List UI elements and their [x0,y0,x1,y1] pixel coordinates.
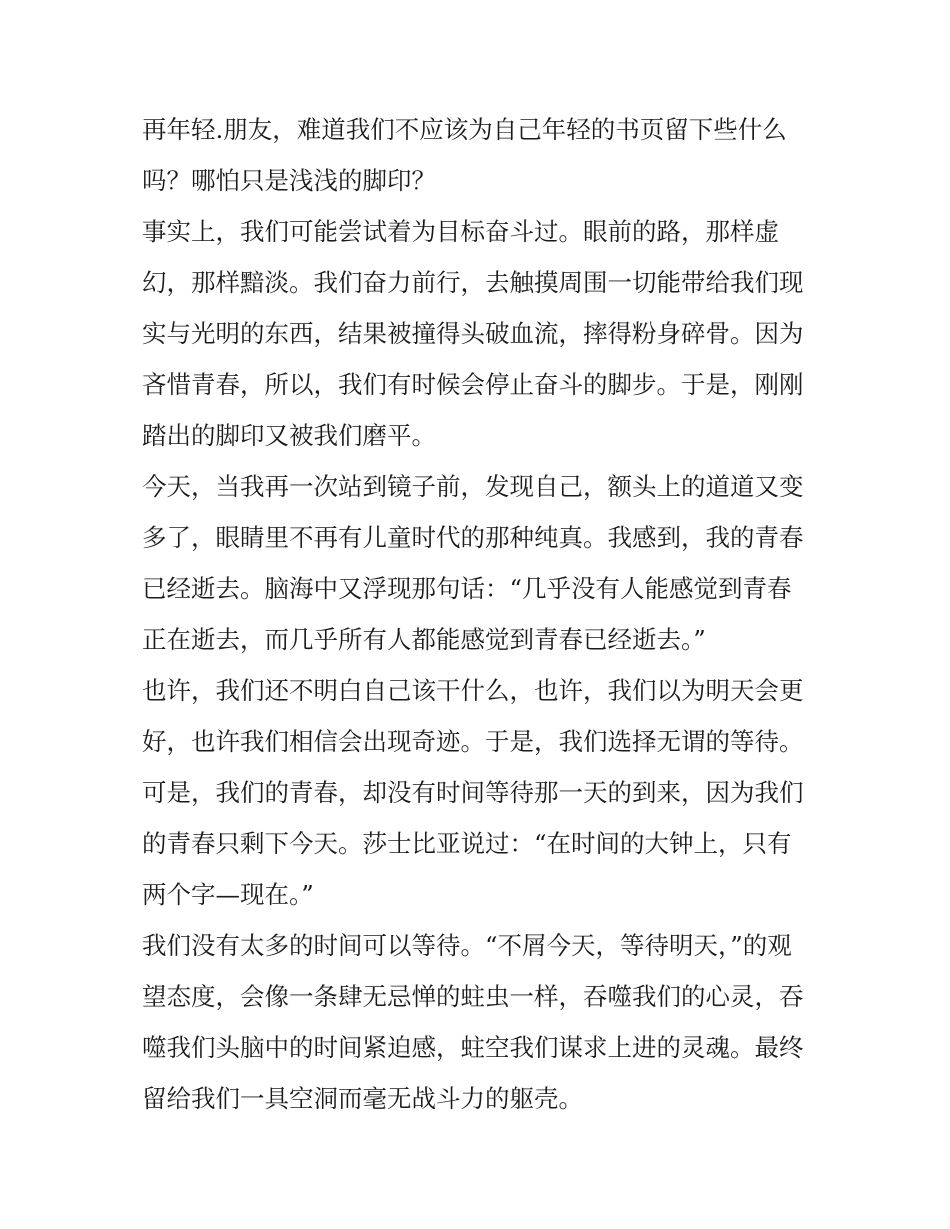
text-line: 正在逝去，而几乎所有人都能感觉到青春已经逝去。” [142,625,706,654]
text-line: 望态度，会像一条肆无忌惮的蛀虫一样，吞噬我们的心灵，吞 [142,982,804,1011]
text-line: 多了，眼睛里不再有儿童时代的那种纯真。我感到，我的青春 [142,523,804,552]
text-line: 今天，当我再一次站到镜子前，发现自己，额头上的道道又变 [142,472,804,501]
text-line: 实与光明的东西，结果被撞得头破血流，摔得粉身碎骨。因为 [142,319,804,348]
text-line: 踏出的脚印又被我们磨平。 [142,421,436,450]
text-line: 已经逝去。脑海中又浮现那句话：“几乎没有人能感觉到青春 [142,574,792,603]
text-line: 的青春只剩下今天。莎士比亚说过：“在时间的大钟上，只有 [142,829,792,858]
body-text [142,104,822,1124]
text-line: 噬我们头脑中的时间紧迫感，蛀空我们谋求上进的灵魂。最终 [142,1033,804,1062]
text-line: 好，也许我们相信会出现奇迹。于是，我们选择无谓的等待。 [142,727,804,756]
text-line: 再年轻.朋友，难道我们不应该为自己年轻的书页留下些什么 [142,115,787,144]
text-line: 事实上，我们可能尝试着为目标奋斗过。眼前的路，那样虚 [142,217,779,246]
text-line: 留给我们一具空洞而毫无战斗力的躯壳。 [142,1084,583,1113]
text-line: 也许，我们还不明白自己该干什么，也许，我们以为明天会更 [142,676,804,705]
text-line: 两个字—现在。” [142,880,314,909]
text-line: 可是，我们的青春，却没有时间等待那一天的到来，因为我们 [142,778,804,807]
text-line: 幻，那样黯淡。我们奋力前行，去触摸周围一切能带给我们现 [142,268,804,297]
text-line: 吗？哪怕只是浅浅的脚印？ [142,166,436,195]
text-line: 我们没有太多的时间可以等待。“不屑今天，等待明天，”的观 [142,931,792,960]
text-line: 吝惜青春，所以，我们有时候会停止奋斗的脚步。于是，刚刚 [142,370,804,399]
